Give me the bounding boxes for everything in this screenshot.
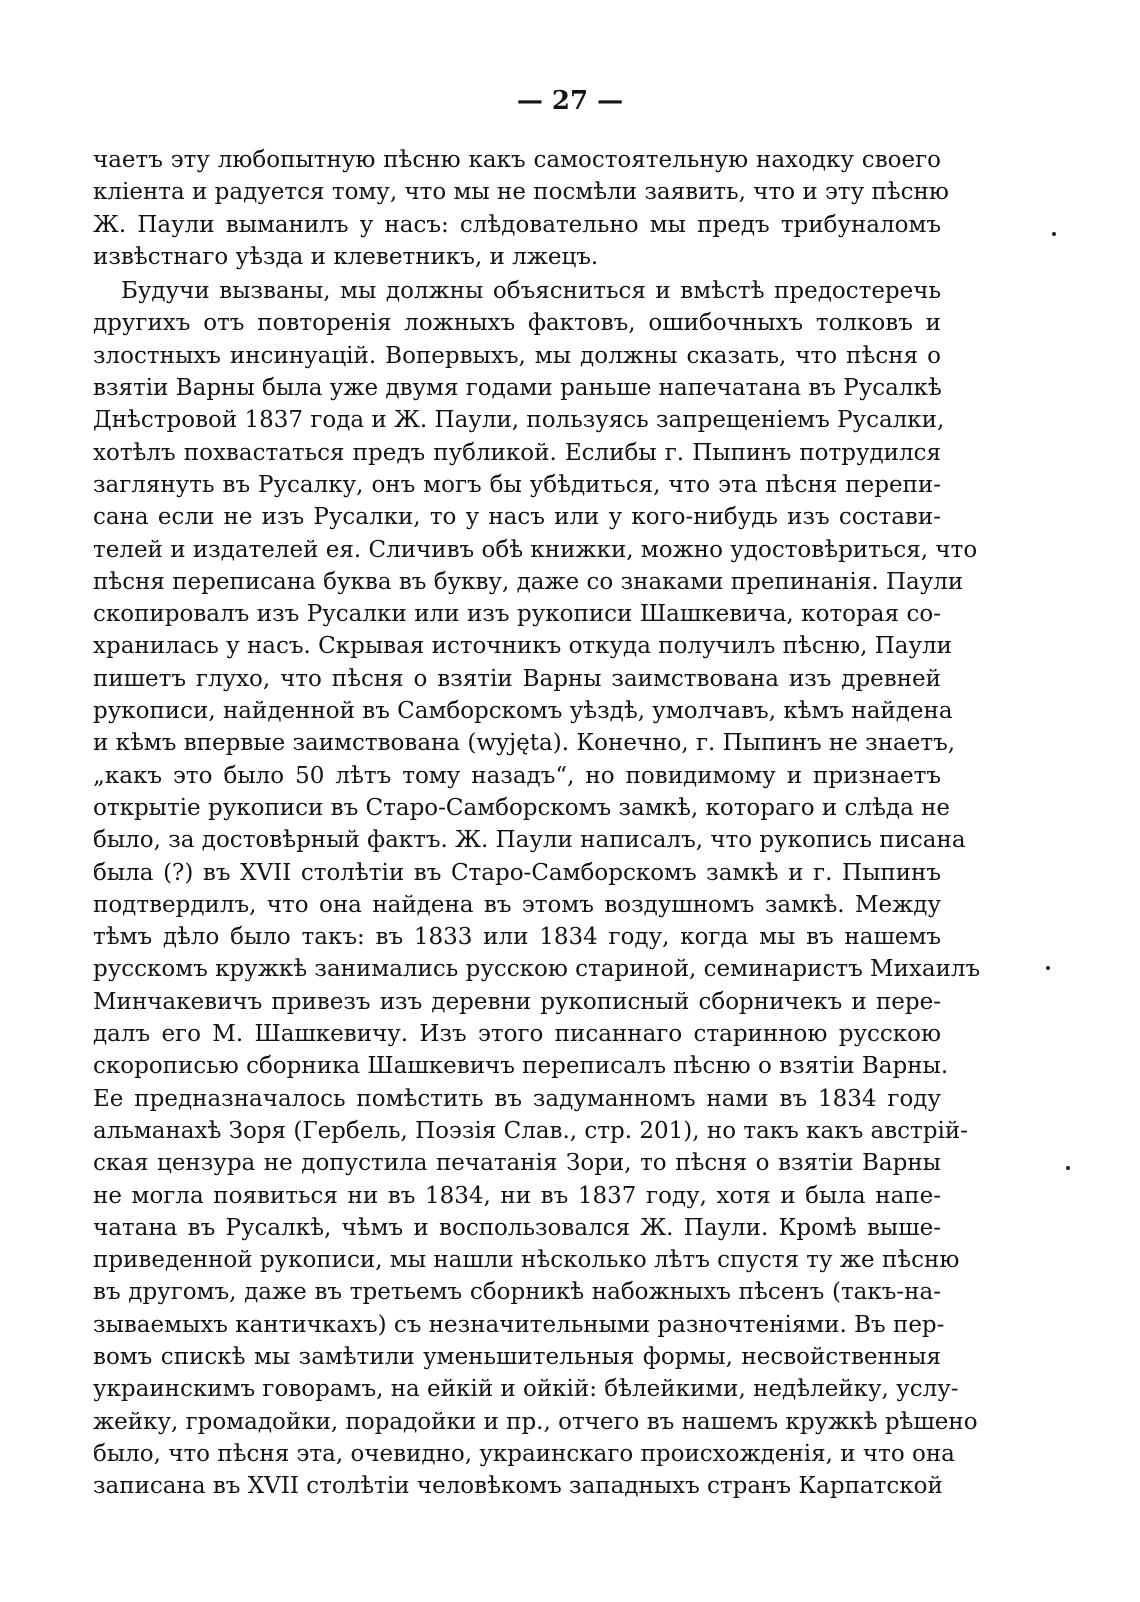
text-line: Будучи вызваны, мы должны объясниться и вмѣстѣ предостеречь xyxy=(121,278,941,305)
text-line: хранилась у насъ. Скрывая источникъ откуда получилъ пѣсню, Паули xyxy=(93,633,952,660)
text-line: и кѣмъ впервые заимствована (wyjęta). Конечно, г. Пыпинъ не знаетъ, xyxy=(93,730,956,757)
text-line: приведенной рукописи, мы нашли нѣсколько лѣтъ спустя ту же пѣсню xyxy=(93,1247,960,1274)
text-line: хотѣлъ похвастаться предъ публикой. Еслибы г. Пыпинъ потрудился xyxy=(93,439,941,466)
text-line: „какъ это было 50 лѣтъ тому назадъ“, но повидимому и признаетъ xyxy=(93,762,941,789)
text-line: извѣстнаго уѣзда и клеветникъ, и лжецъ. xyxy=(93,243,599,270)
text-line: было, за достовѣрный фактъ. Ж. Паули написалъ, что рукопись писана xyxy=(93,827,966,854)
text-line: было, что пѣсня эта, очевидно, украинскаго происхожденія, и что она xyxy=(93,1440,955,1467)
page-number: — 27 — xyxy=(516,86,624,116)
text-line: пишетъ глухо, что пѣсня о взятіи Варны заимствована изъ древней xyxy=(93,665,941,692)
text-line: ская цензура не допустила печатанія Зори, то пѣсня о взятіи Варны xyxy=(93,1150,941,1177)
text-line: чатана въ Русалкѣ, чѣмъ и воспользовался Ж. Паули. Кромѣ выше- xyxy=(93,1214,941,1241)
text-line: Ее предназначалось помѣстить въ задуманномъ нами въ 1834 году xyxy=(93,1085,941,1112)
text-line: чаетъ эту любопытную пѣсню какъ самостоятельную находку своего xyxy=(93,147,941,173)
text-line: скорописью сборника Шашкевичъ переписалъ пѣсню о взятіи Варны. xyxy=(93,1053,949,1080)
text-line: тѣмъ дѣло было такъ: въ 1833 или 1834 году, когда мы въ нашемъ xyxy=(93,924,941,951)
text-line: Ж. Паули выманилъ у насъ: слѣдовательно мы предъ трибуналомъ xyxy=(93,211,941,238)
text-line: открытіе рукописи въ Старо-Самборскомъ замкѣ, котораго и слѣда не xyxy=(93,794,951,821)
text-line: взятіи Варны была уже двумя годами раньше напечатана въ Русалкѣ xyxy=(93,375,942,402)
text-line: рукописи, найденной въ Самборскомъ уѣздѣ, умолчавъ, кѣмъ найдена xyxy=(93,698,953,725)
text-line: Минчакевичъ привезъ изъ деревни рукописный сборничекъ и пере- xyxy=(93,988,941,1015)
text-line: украинскимъ говорамъ, на ейкій и ойкій: бѣлейкими, недѣлейку, услу- xyxy=(93,1376,959,1403)
text-line: подтвердилъ, что она найдена въ этомъ воздушномъ замкѣ. Между xyxy=(93,891,941,918)
text-line: заглянуть въ Русалку, онъ могъ бы убѣдиться, что эта пѣсня перепи- xyxy=(93,471,941,498)
text-line: вомъ спискѣ мы замѣтили уменьшительныя формы, несвойственныя xyxy=(93,1343,941,1370)
text-line: русскомъ кружкѣ занимались русскою стариной, семинаристъ Михаилъ xyxy=(93,956,981,983)
text-line: телей и издателей ея. Сличивъ обѣ книжки, можно удостовѣриться, что xyxy=(93,536,978,563)
text-line: записана въ XVII столѣтіи человѣкомъ западныхъ странъ Карпатской xyxy=(93,1473,943,1500)
text-line: Днѣстровой 1837 года и Ж. Паули, пользуясь запрещеніемъ Русалки, xyxy=(93,407,945,434)
paragraph-2 xyxy=(93,275,981,1502)
text-line: въ другомъ, даже въ третьемъ сборникѣ набожныхъ пѣсенъ (такъ-на- xyxy=(93,1279,941,1306)
text-line: пѣсня переписана буква въ букву, даже со знаками препинанія. Паули xyxy=(93,568,964,595)
text-line: жейку, громадойки, порадойки и пр., отчего въ нашемъ кружкѣ рѣшено xyxy=(93,1408,978,1435)
text-line: кліента и радуется тому, что мы не посмѣли заявить, что и эту пѣсню xyxy=(93,179,949,206)
text-line: далъ его М. Шашкевичу. Изъ этого писаннаго старинною русскою xyxy=(93,1021,941,1048)
scan-speck xyxy=(1046,966,1050,970)
text-line: сана если не изъ Русалки, то у насъ или у кого-нибудь изъ состави- xyxy=(93,504,941,531)
text-line: скопировалъ изъ Русалки или изъ рукописи Шашкевича, которая со- xyxy=(93,601,941,628)
text-line: не могла появиться ни въ 1834, ни въ 1837 году, хотя и была напе- xyxy=(93,1182,941,1209)
paragraph-1 xyxy=(93,144,949,273)
text-line: была (?) въ XVII столѣтіи въ Старо-Самборскомъ замкѣ и г. Пыпинъ xyxy=(93,859,941,886)
scan-speck xyxy=(1052,232,1056,236)
text-line: другихъ отъ повторенія ложныхъ фактовъ, ошибочныхъ толковъ и xyxy=(93,310,941,337)
text-line: зываемыхъ кантичкахъ) съ незначительными разночтеніями. Въ пер- xyxy=(93,1311,945,1338)
body-text xyxy=(93,144,981,1502)
scan-speck xyxy=(1066,1166,1070,1170)
text-line: злостныхъ инсинуацій. Вопервыхъ, мы должны сказать, что пѣсня о xyxy=(93,342,941,369)
text-line: альманахѣ Зоря (Гербель, Поэзія Слав., стр. 201), но такъ какъ австрій- xyxy=(93,1117,968,1144)
